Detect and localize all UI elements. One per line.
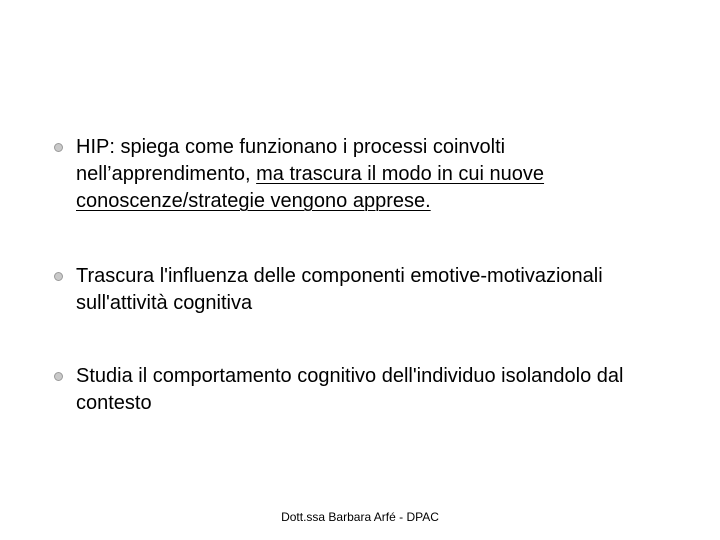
bullet-dot-icon: [54, 272, 63, 281]
bullet-dot-icon: [54, 143, 63, 152]
bullet-item-emotive: [52, 263, 672, 317]
bullet-item-context: [52, 363, 672, 417]
footer-author: Dott.ssa Barbara Arfé - DPAC: [281, 510, 439, 524]
bullet-text-underlined: ma trascura il modo in cui nuove conoscenze/strategie vengono apprese.: [76, 163, 545, 212]
bullet-dot-icon: [54, 372, 63, 381]
bullet-text: HIP: spiega come funzionano i processi coinvolti nell’apprendimento,: [76, 136, 506, 185]
bullet-text: Trascura l'influenza delle componenti emotive-motivazionali sull'attività cognitiva: [76, 265, 603, 314]
bullet-item-hip: [52, 134, 672, 215]
bullet-list: [52, 134, 672, 465]
bullet-text: Studia il comportamento cognitivo dell'individuo isolandolo dal contesto: [76, 365, 624, 414]
